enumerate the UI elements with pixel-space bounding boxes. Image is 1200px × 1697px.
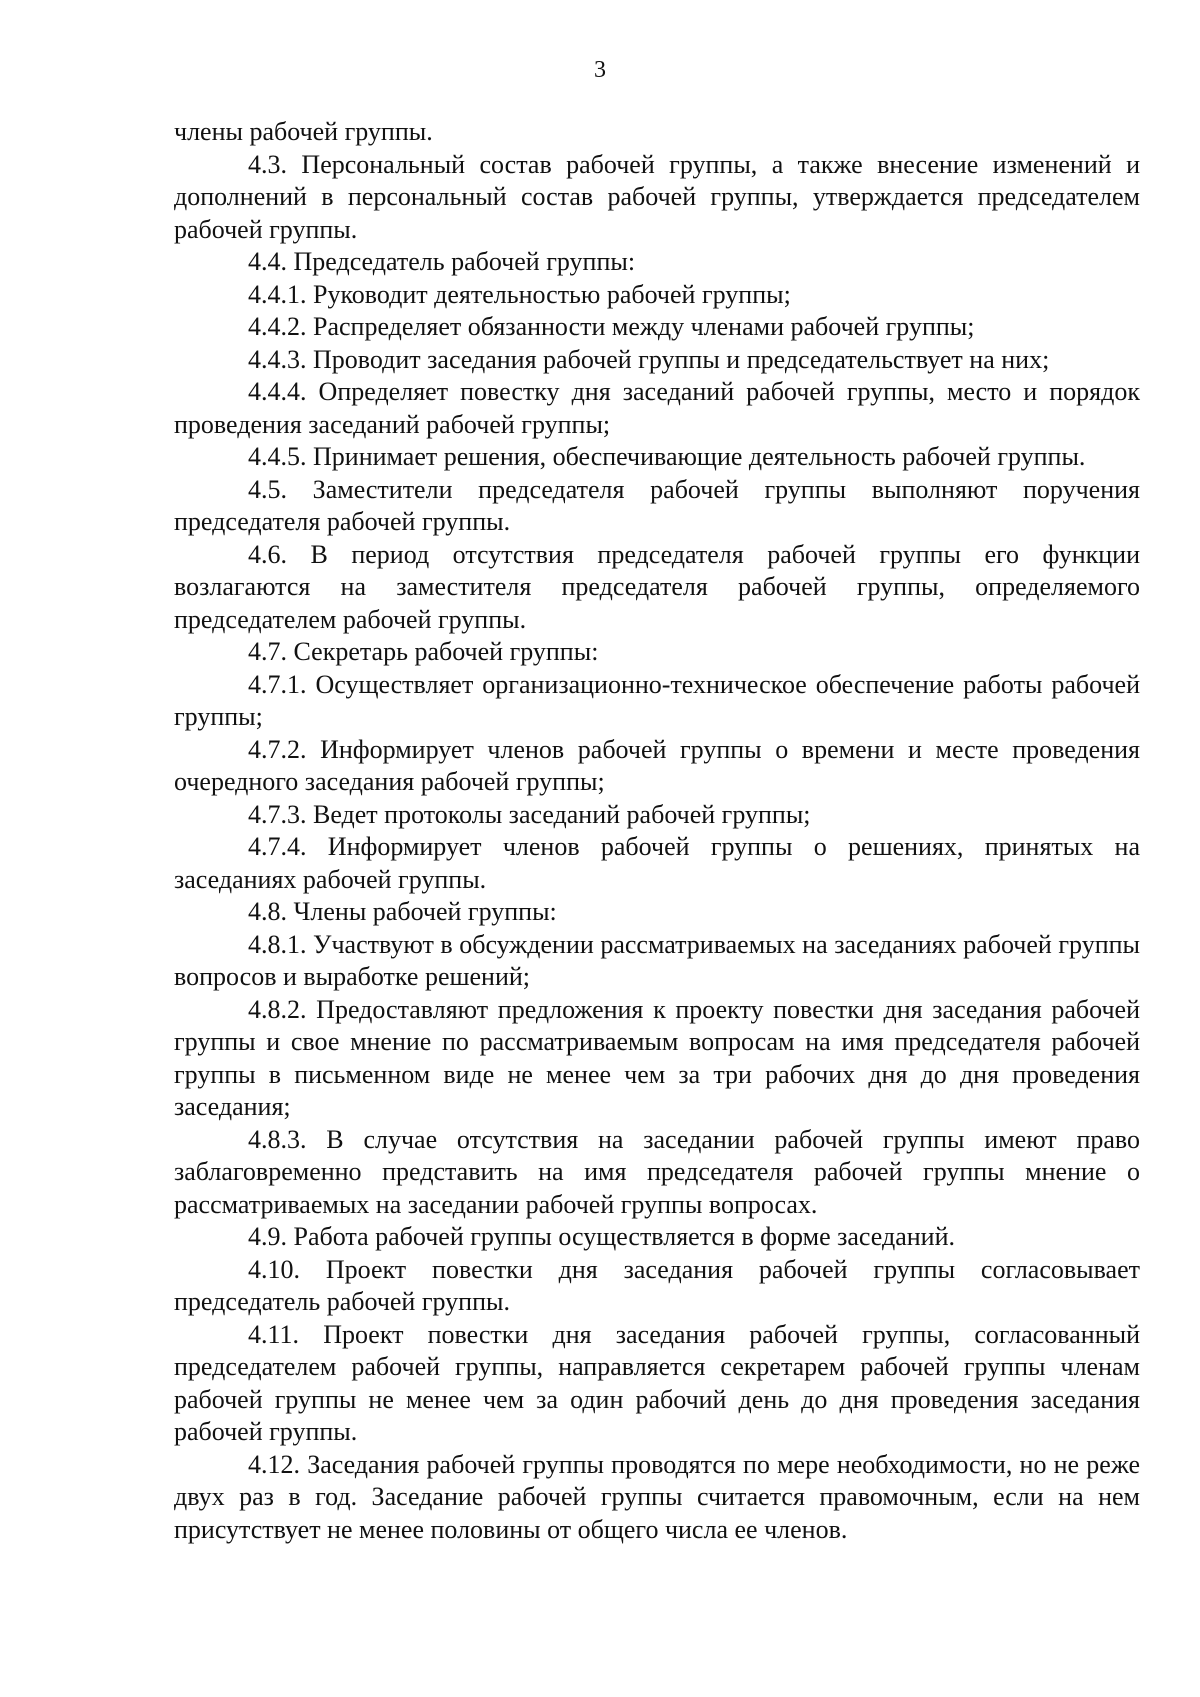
paragraph-4-8-1: 4.8.1. Участвуют в обсуждении рассматриваемых на заседаниях рабочей группы вопросов и выработке решений; <box>174 929 1140 991</box>
paragraph-4-10: 4.10. Проект повестки дня заседания рабочей группы согласовывает председатель рабочей группы. <box>174 1254 1140 1316</box>
paragraph-4-8: 4.8. Члены рабочей группы: <box>248 897 557 926</box>
paragraph-4-4-3: 4.4.3. Проводит заседания рабочей группы и председательствует на них; <box>248 344 1050 374</box>
paragraph-4-4: 4.4. Председатель рабочей группы: <box>248 247 636 276</box>
paragraph-4-4-5: 4.4.5. Принимает решения, обеспечивающие деятельность рабочей группы. <box>248 442 1086 471</box>
page-number: 3 <box>594 57 606 83</box>
paragraph-4-5: 4.5. Заместители председателя рабочей группы выполняют поручения председателя рабочей группы. <box>174 474 1140 536</box>
paragraph-4-7-1: 4.7.1. Осуществляет организационно-техническое обеспечение работы рабочей группы; <box>174 669 1140 731</box>
paragraph-continuation: члены рабочей группы. <box>174 117 433 146</box>
paragraph-4-4-4: 4.4.4. Определяет повестку дня заседаний рабочей группы, место и порядок проведения заседаний рабочей группы; <box>174 377 1140 439</box>
paragraph-4-8-3: 4.8.3. В случае отсутствия на заседании рабочей группы имеют право заблаговременно представить на имя председателя рабочей группы мнение о рассматриваемых на заседании рабочей группы вопросах. <box>174 1124 1140 1219</box>
paragraph-4-6: 4.6. В период отсутствия председателя рабочей группы его функции возлагаются на заместителя председателя рабочей группы, определяемого председателем рабочей группы. <box>174 539 1140 634</box>
paragraph-4-9: 4.9. Работа рабочей группы осуществляется в форме заседаний. <box>248 1222 955 1251</box>
paragraph-4-11: 4.11. Проект повестки дня заседания рабочей группы, согласованный председателем рабочей группы, направляется секретарем рабочей группы членам рабочей группы не менее чем за один рабочий день до дня проведения заседания рабочей группы. <box>174 1319 1140 1446</box>
paragraph-4-12: 4.12. Заседания рабочей группы проводятся по мере необходимости, но не реже двух раз в год. Заседание рабочей группы считается правомочным, если на нем присутствует не менее половины от общего числа ее членов. <box>174 1449 1140 1544</box>
paragraph-4-7-2: 4.7.2. Информирует членов рабочей группы о времени и месте проведения очередного заседания рабочей группы; <box>174 734 1140 796</box>
paragraph-4-3: 4.3. Персональный состав рабочей группы, а также внесение изменений и дополнений в персональный состав рабочей группы, утверждается председателем рабочей группы. <box>174 149 1140 244</box>
paragraph-4-4-2: 4.4.2. Распределяет обязанности между членами рабочей группы; <box>248 312 975 341</box>
paragraph-4-4-1: 4.4.1. Руководит деятельностью рабочей группы; <box>248 279 791 309</box>
document-body <box>174 116 1140 1546</box>
paragraph-4-7-3: 4.7.3. Ведет протоколы заседаний рабочей группы; <box>248 799 811 829</box>
paragraph-4-8-2: 4.8.2. Предоставляют предложения к проекту повестки дня заседания рабочей группы и свое мнение по рассматриваемым вопросам на имя председателя рабочей группы в письменном виде не менее чем за три рабочих дня до дня проведения заседания; <box>174 994 1140 1121</box>
paragraph-4-7-4: 4.7.4. Информирует членов рабочей группы о решениях, принятых на заседаниях рабочей группы. <box>174 832 1140 894</box>
paragraph-4-7: 4.7. Секретарь рабочей группы: <box>248 637 599 666</box>
